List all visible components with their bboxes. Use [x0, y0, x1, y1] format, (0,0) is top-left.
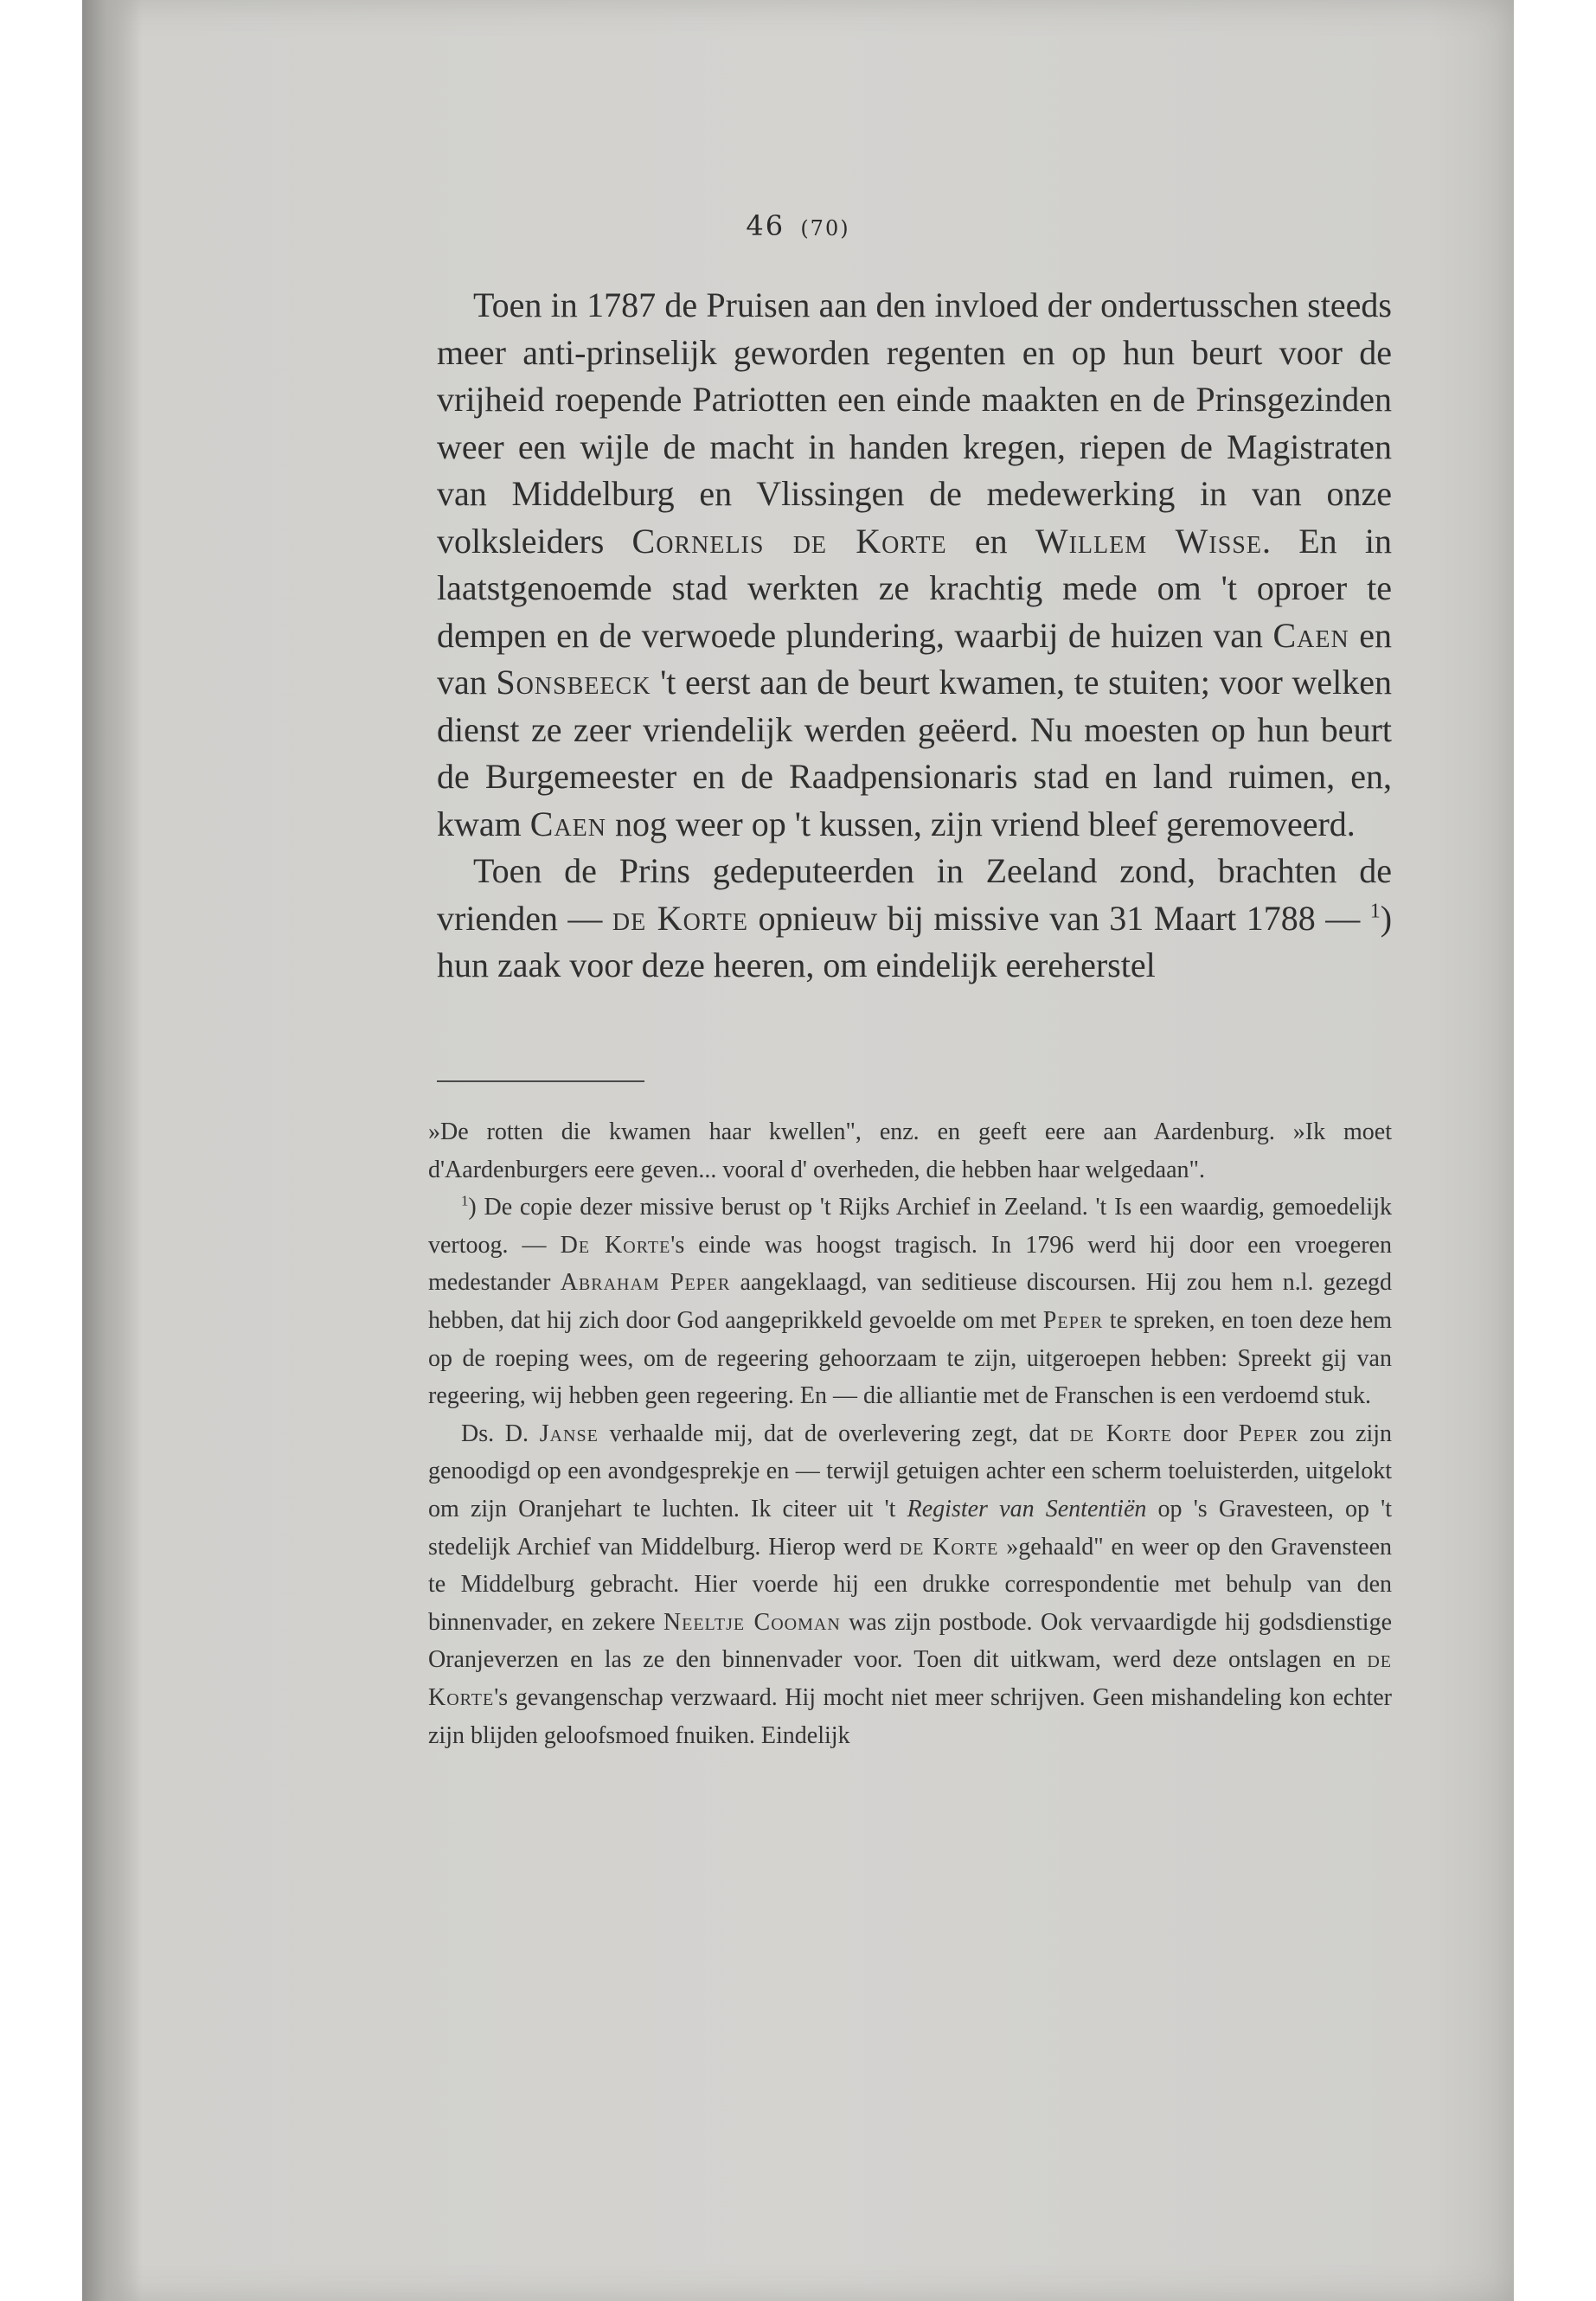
text-run: Toen in 1787 de Pruisen aan den invloed der ondertusschen steeds meer anti-prinselijk geworden regenten en op hun beurt voor de vrijheid roepende Patriotten een einde maakten en de Prinsgezinden weer een wijle de macht in handen kregen, riepen de Magistraten van Middelburg en Vlissingen de medewerking in van onze volksleiders: [437, 285, 1392, 561]
text-run: 's gevangenschap verzwaard. Hij mocht niet meer schrijven. Geen mishandeling kon echter zijn blijden geloofsmoed fnuiken. Eindelijk: [428, 1683, 1392, 1749]
text-run: opnieuw bij missive van 31 Maart 1788 —: [748, 898, 1370, 938]
person-name: Sonsbeeck: [496, 663, 651, 702]
footnote-marker: 1: [1369, 900, 1381, 923]
footnotes: [428, 1113, 1392, 1754]
text-run: door: [1172, 1420, 1239, 1447]
paragraph-1: [437, 282, 1392, 848]
person-name: Caen: [529, 804, 606, 843]
text-run: op 's Gravesteen, op 't stedelijk Archief van Middelburg. Hierop werd: [428, 1495, 1392, 1561]
cited-title: Register van Sententiën: [907, 1495, 1147, 1522]
text-run: Ds. D.: [461, 1420, 540, 1447]
footnote-1-continued: [428, 1415, 1392, 1754]
person-name: de Korte: [428, 1646, 1392, 1711]
text-run: en van: [437, 615, 1392, 702]
alt-page-number: (70): [800, 216, 850, 240]
person-name: Neeltje Cooman: [663, 1608, 841, 1636]
page-number: 46: [746, 209, 785, 242]
person-name: Peper: [1238, 1420, 1299, 1447]
text-run: . En in laatstgenoemde stad werkten ze krachtig mede om 't oproer te dempen en de verwoede plundering, waarbij de huizen van: [437, 521, 1392, 655]
footnote-1: [428, 1189, 1392, 1415]
text-run: en: [946, 521, 1035, 561]
text-run: ) De copie dezer missive berust op 't Rijks Archief in Zeeland. 't Is een waardig, gemoedelijk vertoog. —: [428, 1194, 1392, 1259]
text-run: te spreken, en toen deze hem op de roeping wees, om de regeering gehoorzaam te zijn, uitgeroepen hebben: Spreekt gij van regeering, wij hebben geen regeering. En — die alliantie met de Franschen is een verdoemd stuk.: [428, 1306, 1392, 1410]
text-run: zou zijn genoodigd op een avondgesprekje en — terwijl getuigen achter een scherm toeluisterden, uitgelokt om zijn Oranjehart te luchten. Ik citeer uit 't: [428, 1420, 1393, 1522]
text-run: aangeklaagd, van seditieuse discoursen. Hij zou hem n.l. gezegd hebben, dat hij zich door God aangeprikkeld gevoelde om met: [428, 1269, 1392, 1334]
person-name: de Korte: [899, 1533, 999, 1561]
text-run: 's einde was hoogst tragisch. In 1796 werd hij door een vroegeren medestander: [428, 1231, 1392, 1297]
page-header: [0, 209, 1596, 242]
person-name: Cornelis de Korte: [631, 521, 947, 561]
main-text: [437, 282, 1392, 990]
person-name: Willem Wisse: [1035, 521, 1262, 561]
person-name: De Korte: [560, 1231, 671, 1259]
text-run: nog weer op 't kussen, zijn vriend bleef geremoveerd.: [606, 804, 1356, 843]
person-name: de Korte: [612, 898, 748, 938]
person-name: Janse: [539, 1420, 599, 1447]
person-name: de Korte: [1069, 1420, 1173, 1447]
text-run: »gehaald" en weer op den Gravensteen te Middelburg gebracht. Hier voerde hij een drukke correspondentie met behulp van den binnenvader, en zekere: [428, 1533, 1393, 1636]
text-run: ) hun zaak voor deze heeren, om eindelijk eereherstel: [437, 898, 1393, 984]
footnote-continuation: »De rotten die kwamen haar kwellen", enz. en geeft eere aan Aardenburg. »Ik moet d'Aardenburgers eere geven... vooral d' overheden, die hebben haar welgedaan".: [428, 1118, 1392, 1183]
page-gutter-shadow: [82, 0, 143, 2301]
text-run: verhaalde mij, dat de overlevering zegt, dat: [598, 1420, 1070, 1447]
text-run: was zijn postbode. Ook vervaardigde hij godsdienstige Oranjeverzen en las ze den binnenvader voor. Toen dit uitkwam, werd deze ontslagen en: [428, 1608, 1392, 1674]
person-name: Caen: [1272, 615, 1349, 655]
footnote-number: 1: [461, 1192, 469, 1209]
text-run: Toen de Prins gedeputeerden in Zeeland zond, brachten de vrienden —: [437, 851, 1392, 938]
person-name: Abraham Peper: [560, 1269, 731, 1297]
person-name: Peper: [1042, 1306, 1104, 1334]
footnote-separator: [437, 1080, 644, 1082]
paragraph-2: [437, 848, 1392, 990]
text-run: 't eerst aan de beurt kwamen, te stuiten; voor welken dienst ze zeer vriendelijk werden geëerd. Nu moesten op hun beurt de Burgemeester en de Raadpensionaris stad en land ruimen, en, kwam: [437, 663, 1392, 843]
